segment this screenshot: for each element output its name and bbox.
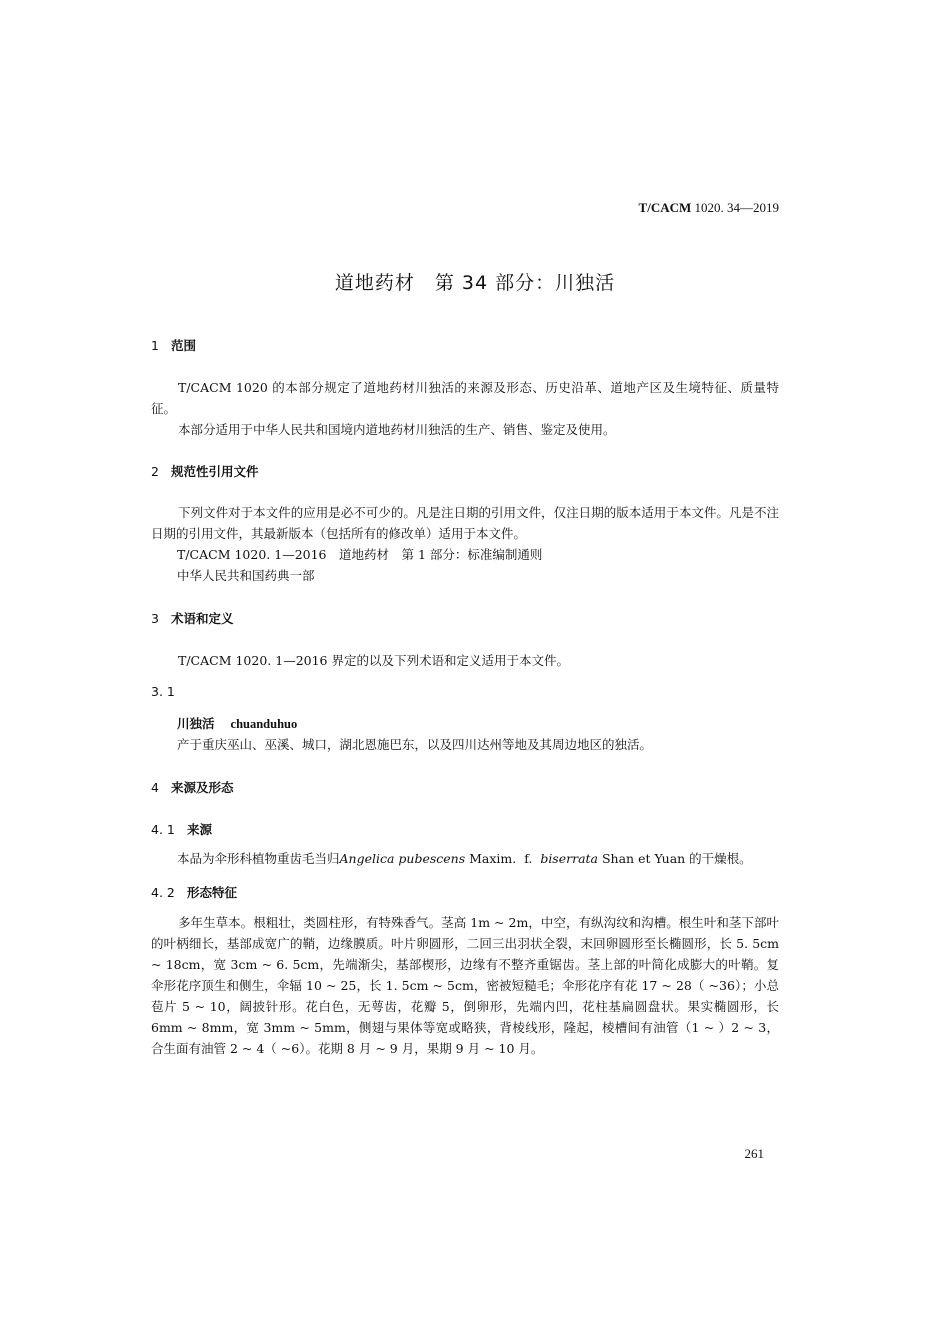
subsection-number: 4. 2 (151, 885, 175, 900)
page-number: 261 (744, 1146, 764, 1161)
section-title: 规范性引用文件 (171, 464, 259, 479)
section-heading-scope (151, 336, 196, 354)
subsection-title: 来源 (187, 822, 213, 837)
page-title: 道地药材 第 34 部分：川独活 (334, 272, 616, 294)
standard-code-prefix: T/CACM (638, 200, 692, 215)
section-number: 3 (151, 611, 159, 626)
paragraph: 下列文件对于本文件的应用是必不可少的。凡是注日期的引用文件，仅注日期的版本适用于本文件。凡是不注日期的引用文件，其最新版本（包括所有的修改单）适用于本文件。 (151, 505, 779, 541)
latin-name: biserrata (540, 851, 599, 866)
source-text: Maxim. f. (465, 851, 541, 866)
section-title: 术语和定义 (171, 611, 234, 626)
reference-item: 中华人民共和国药典一部 (177, 568, 315, 583)
reference-item: T/CACM 1020. 1—2016 道地药材 第 1 部分：标准编制通则 (177, 547, 543, 562)
section-number: 1 (151, 338, 159, 353)
term-entry (177, 714, 297, 732)
source-text: 本品为伞形科植物重齿毛当归 (177, 851, 340, 866)
section-heading-references (151, 462, 259, 480)
paragraph: 本部分适用于中华人民共和国境内道地药材川独活的生产、销售、鉴定及使用。 (178, 422, 616, 437)
section-number: 4 (151, 780, 159, 795)
subsection-title: 形态特征 (187, 885, 238, 900)
paragraph: T/CACM 1020. 1—2016 界定的以及下列术语和定义适用于本文件。 (178, 653, 569, 668)
section-number: 2 (151, 464, 159, 479)
subsection-number: 4. 1 (151, 822, 175, 837)
section-heading-terms (151, 609, 234, 627)
subsection-number: 3. 1 (151, 684, 175, 699)
section-heading-origin (151, 778, 234, 796)
source-description (177, 848, 752, 869)
source-text: Shan et Yuan 的干燥根。 (598, 851, 752, 866)
standard-code (639, 200, 779, 216)
subsection-heading-morphology (151, 883, 237, 901)
paragraph: T/CACM 1020 的本部分规定了道地药材川独活的来源及形态、历史沿革、道地产区及生境特征、质量特征。 (151, 380, 779, 416)
morphology-paragraph: 多年生草本。根粗壮，类圆柱形，有特殊香气。茎高 1m ~ 2m，中空，有纵沟纹和沟槽。根生叶和茎下部叶的叶柄细长，基部成宽广的鞘，边缘膜质。叶片卵圆形，二回三出羽状全裂，末回卵圆形至长椭圆形，长 5. 5cm ~ 18cm，宽 3cm ~ 6. 5cm，先端渐尖，基部楔形，边缘有不整齐重锯齿。茎上部的叶简化成膨大的叶鞘。复伞形花序顶生和侧生，伞辐 10 ~ 25，长 1. 5cm ~ 5cm，密被短糙毛；伞形花序有花 17 ~ 28（ ~36）；小总苞片 5 ~ 10，阔披针形。花白色，无萼齿，花瓣 5，倒卵形，先端内凹，花柱基扁圆盘状。果实椭圆形，长 6mm ~ 8mm，宽 3mm ~ 5mm，侧翅与果体等宽或略狭，背棱线形，隆起，棱槽间有油管（1 ~ ）2 ~ 3，合生面有油管 2 ~ 4（ ~6）。花期 8 月 ~ 9 月，果期 9 月 ~ 10 月。 (151, 915, 779, 1056)
term-pinyin: chuanduhuo (230, 717, 298, 731)
term-definition: 产于重庆巫山、巫溪、城口，湖北恩施巴东，以及四川达州等地及其周边地区的独活。 (177, 737, 653, 752)
term-chinese: 川独活 (177, 716, 215, 731)
standard-code-number: 1020. 34—2019 (691, 200, 779, 215)
latin-name: Angelica pubescens (339, 851, 466, 866)
section-title: 范围 (171, 338, 197, 353)
subsection-heading-source (151, 820, 212, 838)
section-title: 来源及形态 (171, 780, 234, 795)
